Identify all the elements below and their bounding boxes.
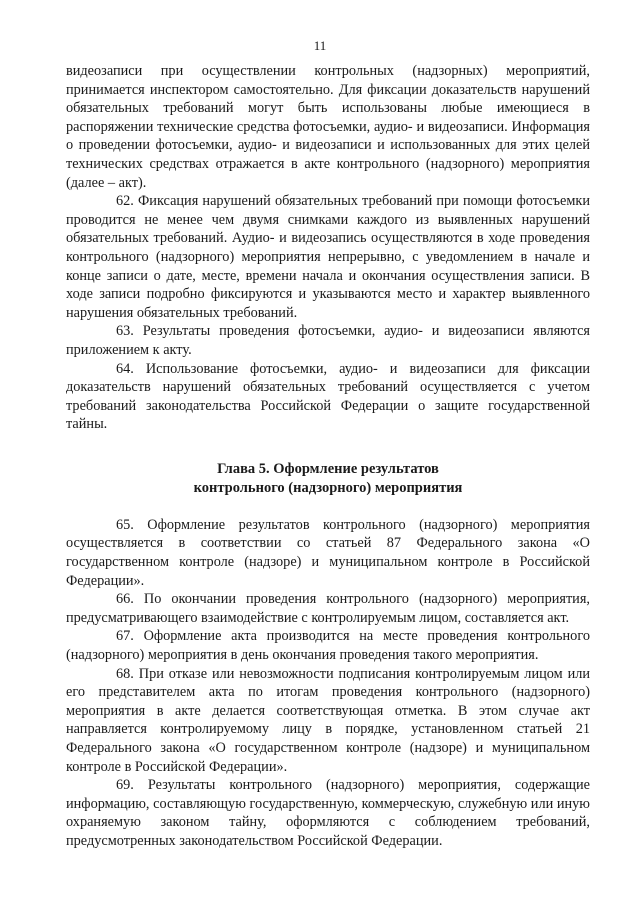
paragraph-64: 64. Использование фотосъемки, аудио- и видеозаписи для фиксации доказательств нарушений обязательных требований осуществляется с учетом требований законодательства Российской Федерации о защите государственной тайны. (66, 360, 590, 433)
paragraph-65: 65. Оформление результатов контрольного (надзорного) мероприятия осуществляется в соответствии со статьей 87 Федерального закона «О государственном контроле (надзоре) и муниципальном контроле в Российской Федерации». (66, 516, 590, 589)
chapter-heading (66, 460, 590, 498)
paragraph-66: 66. По окончании проведения контрольного (надзорного) мероприятия, предусматривающего взаимодействие с контролируемым лицом, составляется акт. (66, 591, 590, 626)
paragraph-69: 69. Результаты контрольного (надзорного) мероприятия, содержащие информацию, составляющую государственную, коммерческую, служебную или иную охраняемую законом тайну, оформляются с соблюдением требований, предусмотренных законодательством Российской Федерации. (66, 777, 590, 849)
paragraph-62: 62. Фиксация нарушений обязательных требований при помощи фотосъемки проводится не менее чем двумя снимками каждого из выявленных нарушений обязательных требований. Аудио- и видеозапись осуществляются в ходе проведения контрольного (надзорного) мероприятия непрерывно, с уведомлением в начале и конце записи о дате, месте, времени начала и окончания осуществления записи. В ходе записи подробно фиксируются и указываются место и характер выявленного нарушения обязательных требований. (66, 193, 590, 321)
chapter-heading-line-2: контрольного (надзорного) мероприятия (193, 479, 463, 496)
paragraph-63: 63. Результаты проведения фотосъемки, аудио- и видеозаписи являются приложением к акту. (66, 323, 590, 358)
paragraph-67: 67. Оформление акта производится на месте проведения контрольного (надзорного) мероприятия в день окончания проведения такого мероприятия. (66, 628, 590, 664)
paragraph-continuation: видеозаписи при осуществлении контрольных (надзорных) мероприятий, принимается инспектором самостоятельно. Для фиксации доказательств нарушений обязательных требований могут быть использованы любые имеющиеся в распоряжении технические средства фотосъемки, аудио- и видеозаписи. Информация о проведении фотосъемки, аудио- и видеозаписи и использованных для этих целей технических средствах отражается в акте контрольного (надзорного) мероприятия (далее – акт). (66, 63, 590, 191)
document-body (66, 62, 590, 851)
chapter-heading-line-1: Глава 5. Оформление результатов (217, 460, 439, 477)
page-number: 11 (313, 38, 327, 53)
paragraph-68: 68. При отказе или невозможности подписания контролируемым лицом или его представителем акта по итогам проведения контрольного (надзорного) мероприятия в акте делается соответствующая отметка. В этом случае акт направляется контролируемому лицу в порядке, установленном статьей 21 Федерального закона «О государственном контроле (надзоре) и муниципальном контроле в Российской Федерации». (66, 665, 590, 775)
